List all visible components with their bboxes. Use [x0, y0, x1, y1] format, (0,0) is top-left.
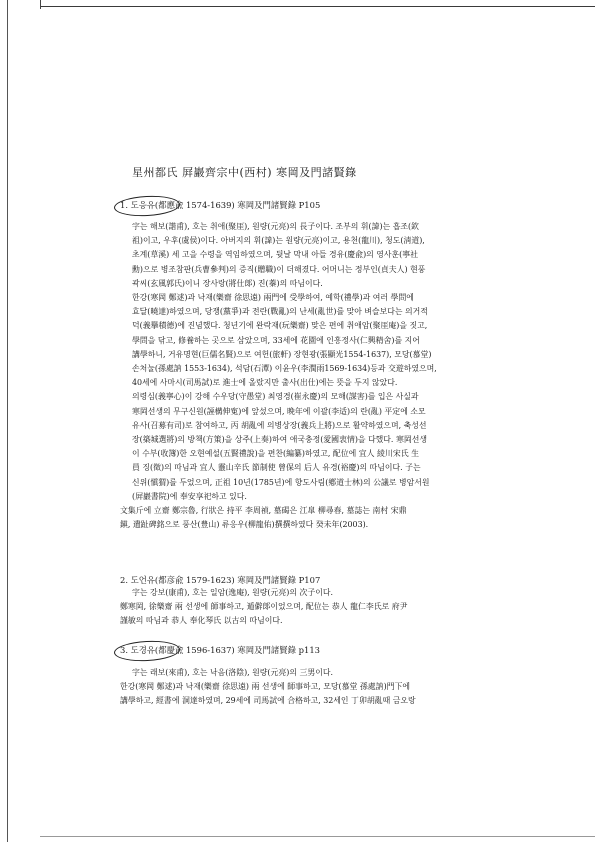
entry-heading: 3. 도경유(都慶兪 1596-1637) 寒岡及門諸賢錄 p113	[120, 645, 320, 655]
entry-heading: 1. 도응유(都應兪 1574-1639) 寒岡及門諸賢錄 P105	[120, 200, 321, 210]
entry-heading: 2. 도언유(都彦兪 1579-1623) 寒岡及門諸賢錄 P107	[120, 575, 321, 585]
entry-paragraph: 字는 해보(諧甫), 호는 취애(聚厓), 원량(元亮)의 長子이다. 조부의 휘(諱)는 흡조(欽 祖)이고, 우후(虞侯)이다. 아버지의 휘(諱)는 원량(元亮)이고, 용천(龍川), 청도(淸道), 초계(草溪) 세 고을 수령을 역임하였으며, 뒷날 막내 아들 경유(慶兪)의 영사훈(寧社 勳)으로 병조참판(兵曹參判)의 증직(贈職)이 더해졌다. 어머니는 정부인(貞夫人) 현풍 곽씨(玄風郭氏)이니 장사랑(將仕郞) 진(蓁)의 따님이다.	[132, 222, 426, 288]
entry-paragraph: 한강(寒岡 鄭逑)과 낙재(樂齋 徐思遠) 兩門에 受學하여, 예학(禮學)과 여러 學問에 효달(曉達)하였으며, 당쟁(黨爭)과 전란(戰亂)의 난세(亂世)를 맞아 벼슬보다는 의거적 덕(義擧積德)에 진념했다. 청년기에 완락재(玩樂齋) 맞은 편에 취애암(聚厓庵)을 짓고, 學問을 닦고, 修養하는 곳으로 삼았으며, 33세에 花園에 인흥정사(仁興精舍)를 지어 講學하니, 거유명현(巨儒名賢)으로 여헌(旅軒) 장현광(張顯光1554-1637), 모당(慕堂) 손처눌(孫處訥 1553-1634), 석담(石潭) 이윤우(李潤雨1569-1634)등과 交遊하였으며, 40세에 사마시(司馬試)로 進士에 올랐지만 출사(出仕)에는 뜻을 두지 않았다.	[132, 293, 437, 388]
entry-3	[120, 644, 512, 709]
entry-paragraph: 의령심(義寧心)이 강해 수우당(守愚堂) 최영경(崔永慶)의 모해(謀害)를 입은 사실과 寒岡선생의 무구신원(誣構伸寃)에 앞섰으며, 晩年에 이괄(李适)의 란(亂) 平定에 소모 유사(召募有司)로 참여하고, 丙 胡亂에 의병상장(義兵上將)으로 활약하였으며, 축성선 장(築城選將)의 방책(方策)을 상주(上奏)하여 애국충정(愛國衷情)을 다했다. 寒岡선생 이 수부(收簿)한 오현예설(五賢禮說)을 편찬(編纂)하였고, 配位에 宜人 綾川宋氏 生 員 징(徵)의 따님과 宜人 靈山辛氏 節制使 曾保의 后人 유경(裕慶)의 따님이다. 子는 신위(愼猬)를 두었으며, 正祖 10년(1785년)에 향도사림(鄕道士林)의 公議로 병암서원 (屛巖書院)에 奉安享祀하고 있다.	[132, 392, 430, 501]
scan-corner-mark	[34, 0, 41, 9]
entry-paragraph: 字는 래보(來甫), 호는 낙음(洛陰), 원량(元亮)의 三男이다. 한강(寒岡 鄭逑)과 낙재(樂齋 徐思遠) 兩 선생에 師事하고, 모당(慕堂 孫處訥)門下에 講學하고, 經書에 洞達하였며, 29세에 司馬試에 合格하고, 32세인 丁卯胡亂때 금오랑	[120, 668, 416, 706]
entry-1	[120, 199, 512, 532]
scan-top-border	[40, 6, 595, 7]
scan-bottom-border	[40, 836, 595, 837]
entry-paragraph: 文集斤에 立齋 鄭宗魯, 行狀은 持平 李周禎, 墓碣은 江皐 柳尋春, 墓誌는 南村 宋鼎 鎭, 遺趾碑銘으로 풍산(豊山) 류응우(柳龍佑)撰撰하였다 癸未年(2003).	[120, 506, 407, 530]
document-title: 星州都氏 屛巖齊宗中(西村) 寒岡及門諸賢錄	[132, 166, 357, 179]
entry-paragraph: 字는 강보(康甫), 호는 일암(逸庵), 원량(元亮)의 次子이다. 鄭寒岡, 徐樂齋 兩 선생에 師事하고, 遁僻郞이었으며, 配位는 恭人 龍仁李氏로 府尹 謹敏의 따님과 恭人 奉化琴氏 以古의 따님이다.	[120, 588, 408, 626]
entry-2	[120, 574, 512, 629]
scan-left-edge	[7, 0, 8, 842]
